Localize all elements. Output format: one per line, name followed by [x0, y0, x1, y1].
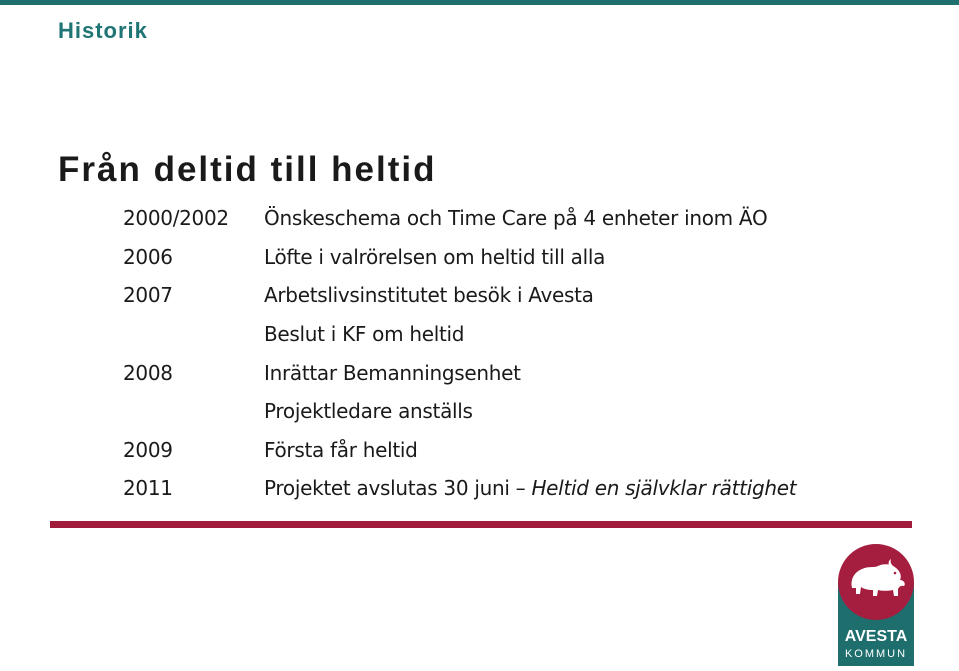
timeline-event: Första får heltid: [264, 437, 418, 462]
slide-title: Från deltid till heltid: [58, 150, 437, 189]
timeline-row: [123, 431, 923, 470]
timeline-row: [123, 315, 923, 354]
bison-icon: [844, 558, 908, 602]
timeline-event: Löfte i valrörelsen om heltid till alla: [264, 244, 606, 269]
timeline-event-emphasis: Heltid en självklar rättighet: [531, 476, 797, 501]
avesta-kommun-logo: [838, 544, 914, 666]
timeline-row: [123, 238, 923, 277]
timeline-event: [264, 476, 796, 500]
timeline-event: Beslut i KF om heltid: [264, 322, 465, 347]
timeline-event-text: Projektet avslutas 30 juni –: [264, 476, 532, 501]
timeline-row: [123, 276, 923, 315]
timeline-year: 2008: [123, 360, 173, 385]
timeline-event: Arbetslivsinstitutet besök i Avesta: [264, 283, 594, 308]
bottom-rule: [50, 521, 912, 528]
timeline-year: 2007: [123, 283, 173, 308]
timeline-event: Projektledare anställs: [264, 399, 473, 424]
logo-name: AVESTA: [844, 628, 908, 645]
logo-circle: [838, 544, 914, 620]
timeline-row: [123, 199, 923, 238]
timeline-year: 2006: [123, 244, 173, 269]
timeline-year: 2000/2002: [123, 206, 229, 231]
timeline-year: 2011: [123, 476, 173, 501]
timeline-event: Inrättar Bemanningsenhet: [264, 360, 521, 385]
timeline: [123, 199, 923, 508]
section-title: Historik: [58, 18, 148, 43]
timeline-row: [123, 469, 923, 508]
timeline-row: [123, 392, 923, 431]
timeline-row: [123, 353, 923, 392]
timeline-year: 2009: [123, 437, 173, 462]
top-rule: [0, 0, 959, 5]
timeline-event: Önskeschema och Time Care på 4 enheter inom ÄO: [264, 206, 768, 231]
logo-sub: KOMMUN: [844, 648, 908, 660]
